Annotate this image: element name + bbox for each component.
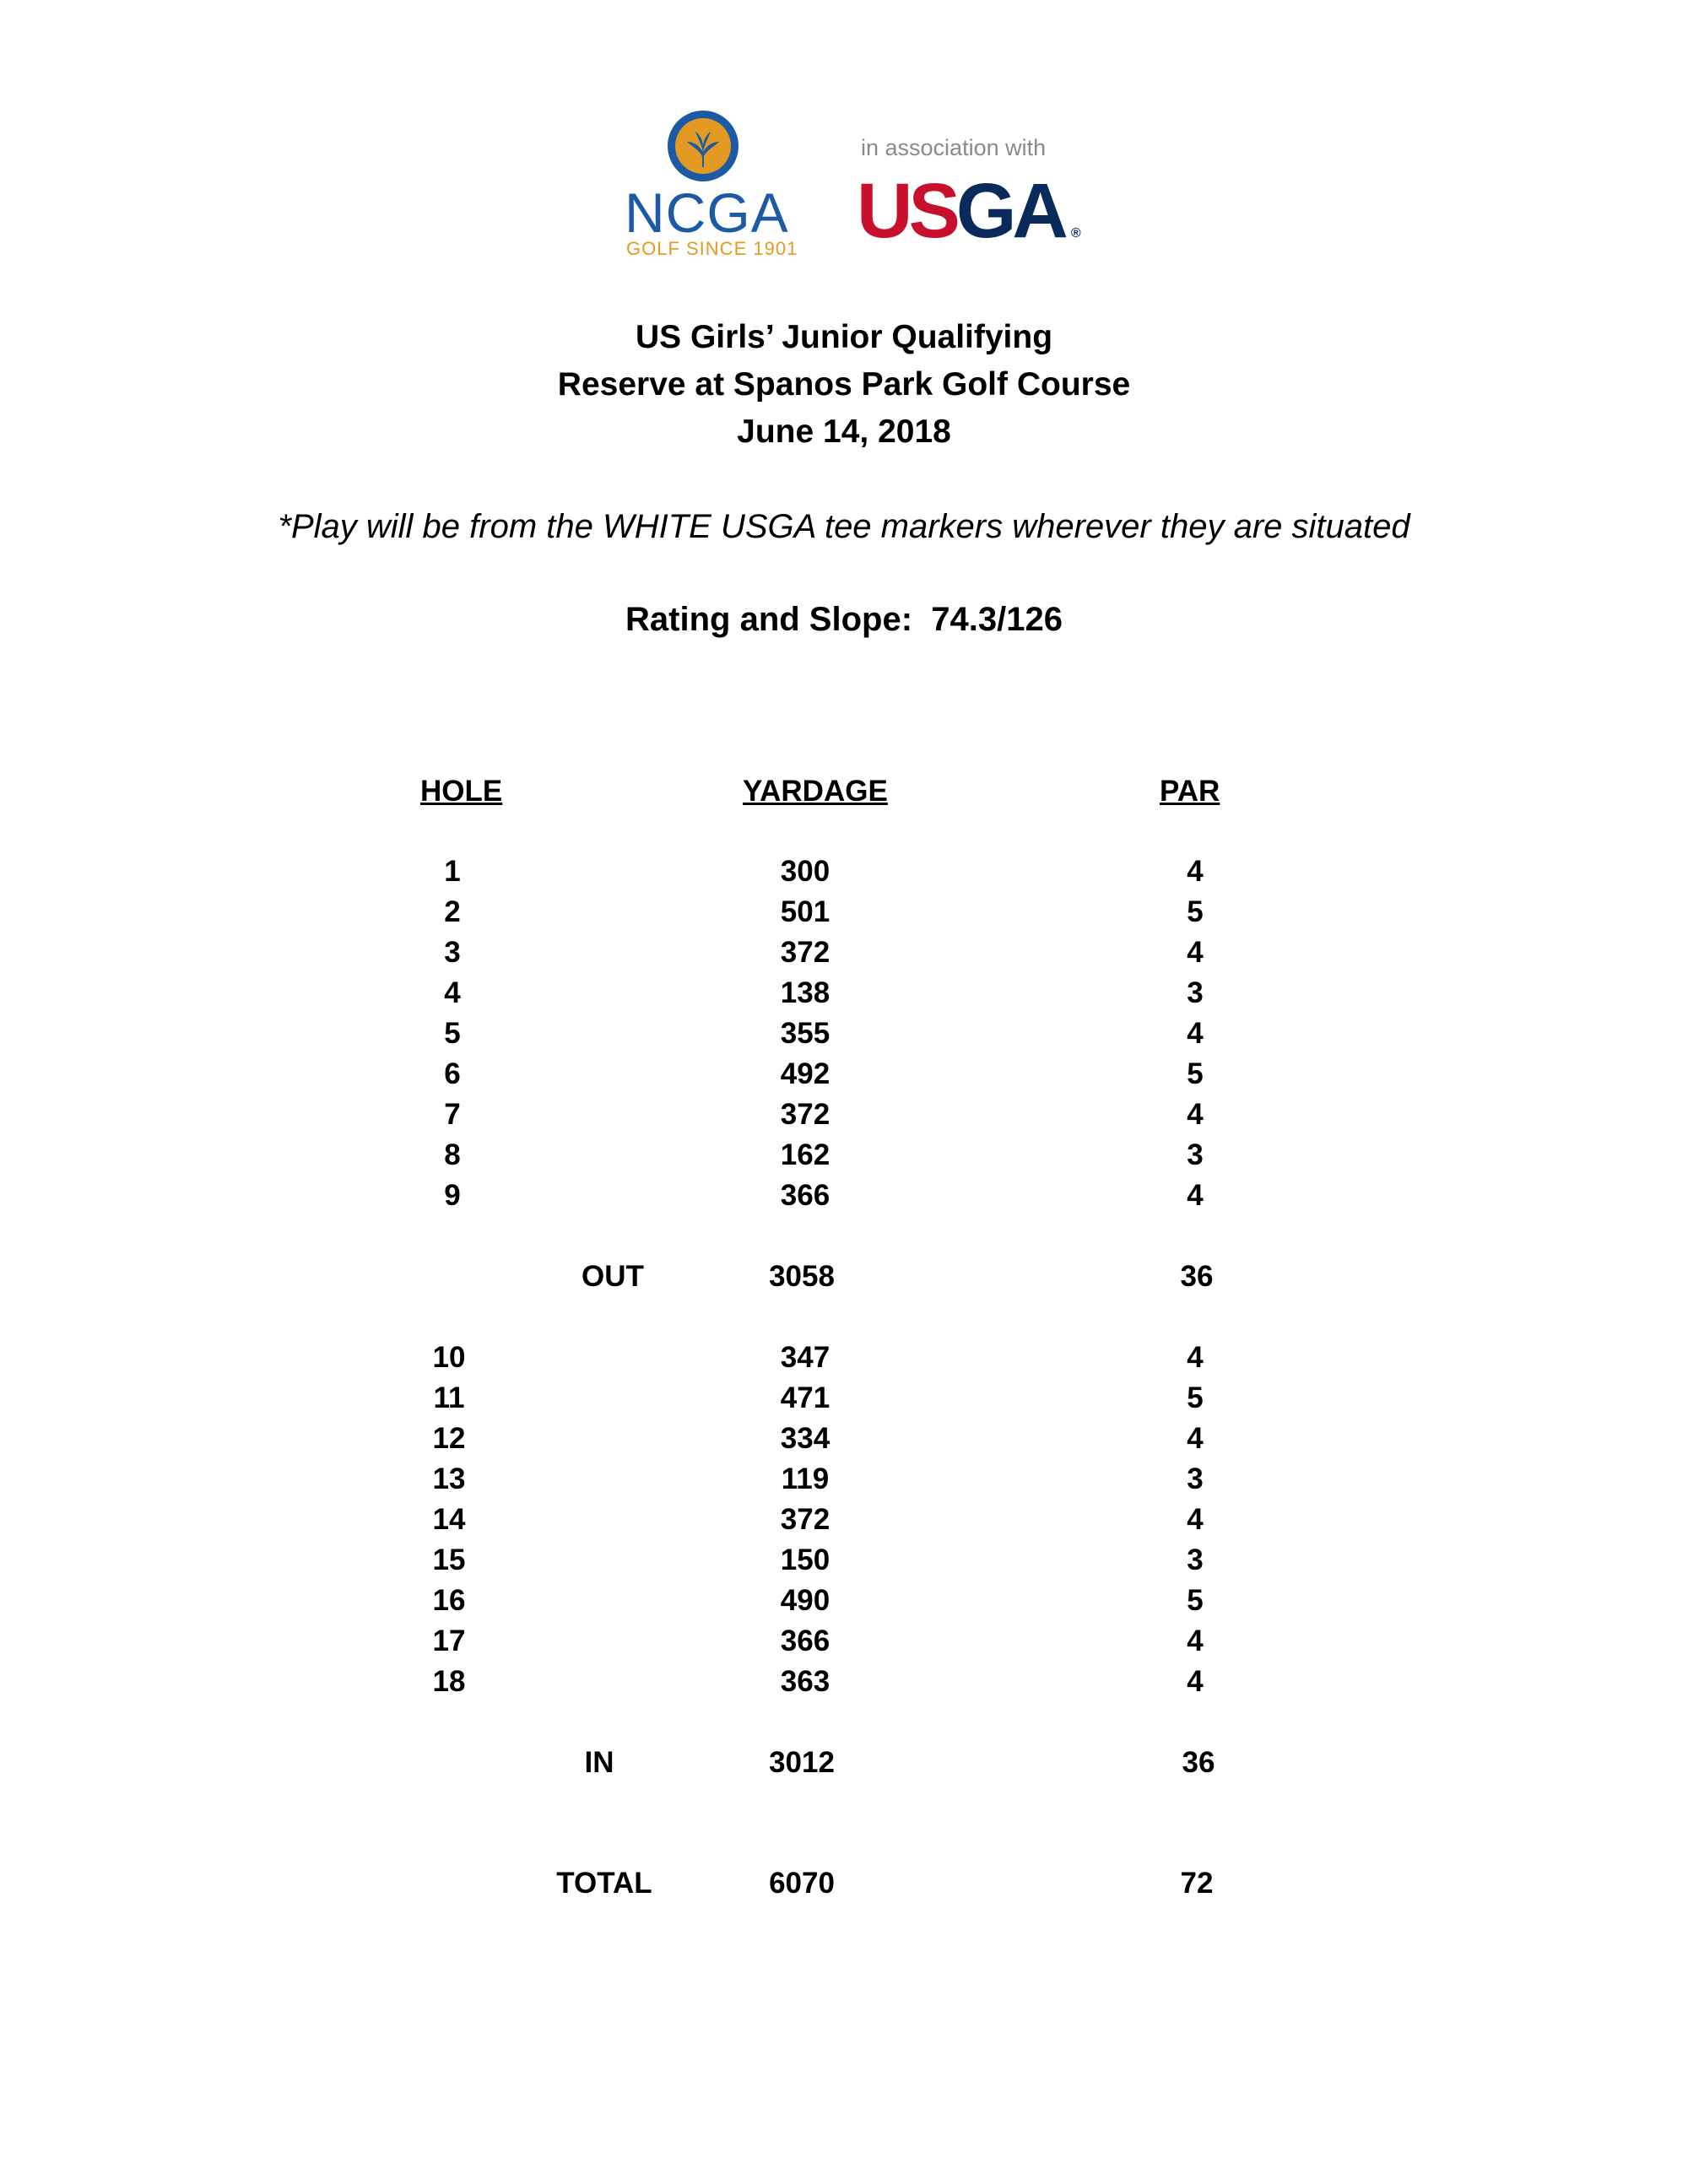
- yardage-value: 162: [780, 1138, 830, 1171]
- par-value: 4: [1187, 1665, 1204, 1698]
- in-par: 36: [1182, 1746, 1215, 1779]
- hole-number: 4: [444, 976, 461, 1009]
- yardage-value: 372: [780, 936, 830, 969]
- out-label: OUT: [582, 1260, 644, 1293]
- hole-number: 5: [444, 1017, 461, 1050]
- hole-number: 1: [444, 855, 461, 888]
- hole-number: 12: [432, 1422, 466, 1455]
- header-par: PAR: [1160, 775, 1220, 808]
- ncga-wordmark: NCGA: [625, 181, 789, 244]
- par-value: 5: [1187, 1381, 1204, 1414]
- event-date: June 14, 2018: [737, 414, 951, 450]
- yardage-value: 372: [780, 1503, 830, 1536]
- hole-number: 9: [444, 1179, 461, 1212]
- yardage-value: 490: [780, 1584, 830, 1617]
- par-value: 4: [1187, 1179, 1204, 1212]
- yardage-value: 366: [780, 1179, 830, 1212]
- in-label: IN: [584, 1746, 614, 1779]
- par-value: 5: [1187, 1584, 1204, 1617]
- registered-mark: ®: [1070, 226, 1081, 241]
- par-value: 5: [1187, 1057, 1204, 1090]
- yardage-value: 300: [780, 855, 830, 888]
- hole-number: 10: [432, 1341, 466, 1374]
- hole-number: 7: [444, 1098, 461, 1131]
- par-value: 4: [1187, 1341, 1204, 1374]
- yardage-value: 372: [780, 1098, 830, 1131]
- in-yardage: 3012: [769, 1746, 835, 1779]
- hole-number: 16: [432, 1584, 466, 1617]
- event-title: US Girls’ Junior Qualifying: [635, 319, 1053, 355]
- ncga-emblem-icon: [667, 110, 739, 182]
- association-text: in association with: [861, 135, 1047, 160]
- hole-number: 6: [444, 1057, 461, 1090]
- tee-note: *Play will be from the WHITE USGA tee markers wherever they are situated: [278, 508, 1410, 545]
- total-yardage: 6070: [769, 1867, 835, 1900]
- hole-number: 18: [432, 1665, 466, 1698]
- hole-number: 11: [433, 1381, 465, 1414]
- ncga-tagline: GOLF SINCE 1901: [626, 238, 798, 259]
- yardage-value: 150: [780, 1543, 830, 1576]
- par-value: 3: [1187, 1543, 1204, 1576]
- total-par: 72: [1180, 1867, 1214, 1900]
- hole-number: 2: [444, 895, 461, 928]
- course-name: Reserve at Spanos Park Golf Course: [557, 366, 1131, 403]
- par-value: 4: [1187, 936, 1204, 969]
- total-label: TOTAL: [556, 1867, 652, 1900]
- hole-number: 15: [432, 1543, 466, 1576]
- rating-label: Rating and Slope:: [625, 601, 913, 638]
- par-value: 4: [1187, 1503, 1204, 1536]
- yardage-value: 119: [781, 1462, 830, 1495]
- yardage-value: 347: [780, 1341, 830, 1374]
- usga-wordmark-us: US: [857, 168, 956, 254]
- hole-number: 3: [444, 936, 461, 969]
- usga-wordmark: [857, 167, 1081, 256]
- header-hole: HOLE: [420, 775, 503, 808]
- hole-number: 13: [432, 1462, 466, 1495]
- par-value: 4: [1187, 1624, 1204, 1657]
- rating-value: 74.3/126: [931, 601, 1063, 638]
- usga-wordmark-ga: GA: [955, 168, 1064, 254]
- par-value: 3: [1187, 1138, 1204, 1171]
- logo-block: [616, 110, 1123, 262]
- par-value: 4: [1187, 1017, 1204, 1050]
- yardage-value: 334: [780, 1422, 830, 1455]
- par-value: 4: [1187, 1098, 1204, 1131]
- yardage-value: 501: [780, 895, 830, 928]
- hole-number: 14: [432, 1503, 466, 1536]
- par-value: 3: [1187, 976, 1204, 1009]
- header-yardage: YARDAGE: [743, 775, 888, 808]
- yardage-value: 363: [780, 1665, 830, 1698]
- par-value: 4: [1187, 855, 1204, 888]
- par-value: 5: [1187, 895, 1204, 928]
- yardage-value: 492: [780, 1057, 830, 1090]
- yardage-value: 471: [780, 1381, 830, 1414]
- out-par: 36: [1180, 1260, 1214, 1293]
- hole-number: 8: [444, 1138, 461, 1171]
- rating-slope: [0, 601, 1688, 639]
- par-value: 4: [1187, 1422, 1204, 1455]
- yardage-value: 355: [780, 1017, 830, 1050]
- out-yardage: 3058: [769, 1260, 835, 1293]
- hole-number: 17: [432, 1624, 466, 1657]
- yardage-value: 366: [780, 1624, 830, 1657]
- yardage-value: 138: [780, 976, 830, 1009]
- par-value: 3: [1187, 1462, 1204, 1495]
